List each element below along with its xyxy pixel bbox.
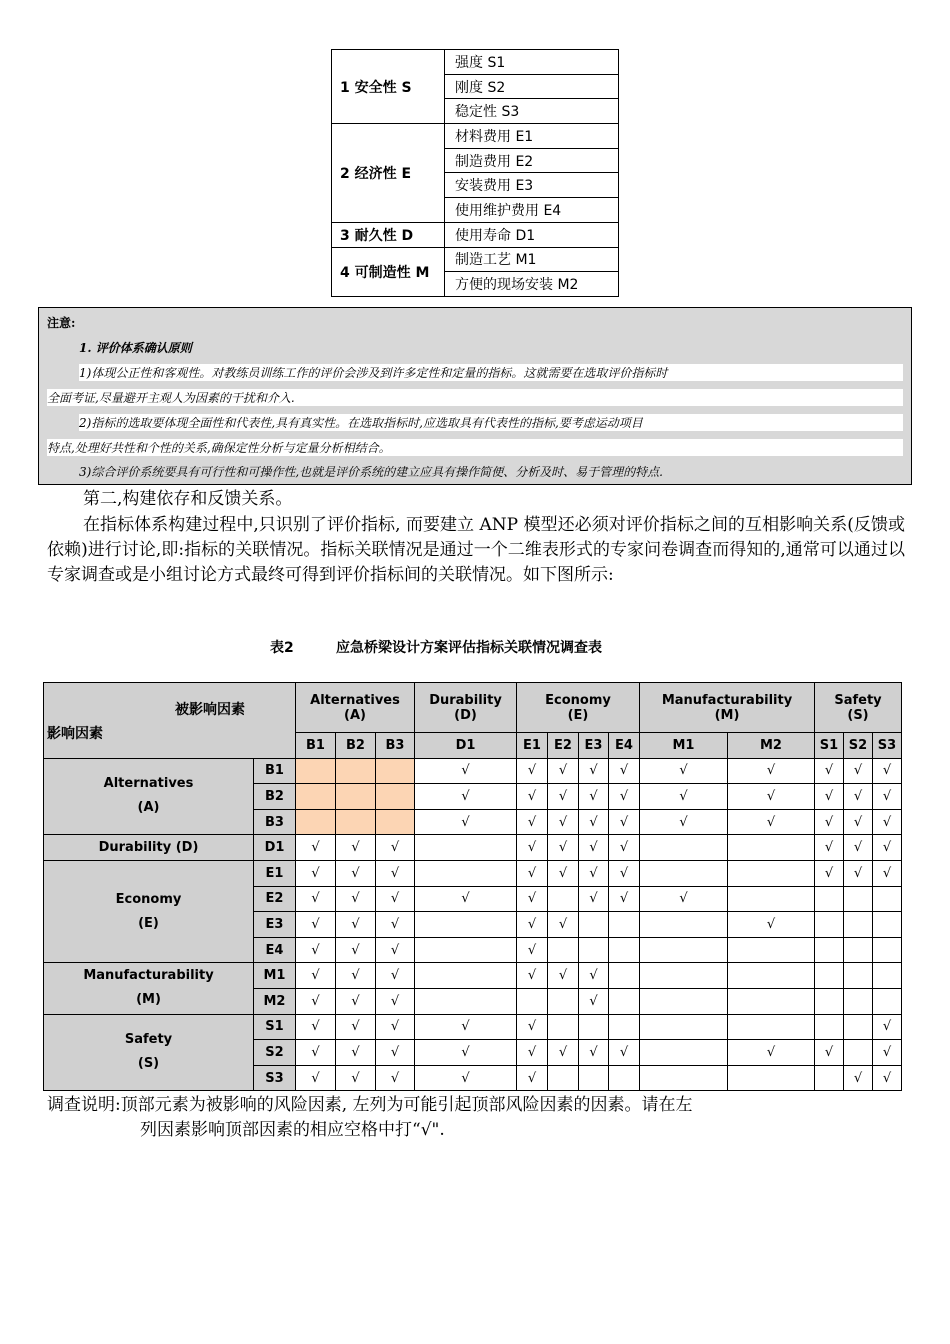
empty-cell [873, 988, 902, 1014]
empty-cell [815, 1065, 844, 1091]
check-cell: √ [517, 784, 548, 810]
empty-cell [640, 1040, 728, 1066]
row-header: S2 [254, 1040, 296, 1066]
check-cell: √ [728, 784, 815, 810]
empty-cell [415, 912, 517, 938]
check-cell: √ [609, 860, 640, 886]
self-cell [376, 784, 415, 810]
row-header: S1 [254, 1014, 296, 1040]
column-group-name: Alternatives [310, 692, 400, 708]
matrix-header-row [44, 683, 902, 733]
check-cell: √ [640, 886, 728, 912]
check-cell: √ [609, 809, 640, 835]
column-header: B1 [296, 733, 336, 759]
survey-note-line2: 列因素影响顶部因素的相应空格中打“√". [140, 1120, 445, 1140]
check-cell: √ [579, 963, 609, 989]
check-cell: √ [336, 1014, 376, 1040]
check-cell: √ [609, 784, 640, 810]
check-cell: √ [296, 886, 336, 912]
check-cell: √ [728, 758, 815, 784]
row-group-header [44, 1014, 254, 1091]
check-cell: √ [873, 1014, 902, 1040]
check-cell: √ [548, 912, 579, 938]
empty-cell [548, 1065, 579, 1091]
empty-cell [640, 988, 728, 1014]
criteria-category: 4 可制造性 M [332, 247, 445, 296]
check-cell: √ [548, 835, 579, 861]
column-group-code: (S) [847, 707, 869, 723]
row-header: M1 [254, 963, 296, 989]
column-group-name: Safety [834, 692, 882, 708]
check-cell: √ [517, 860, 548, 886]
column-group-name: Economy [545, 692, 611, 708]
matrix-row [44, 860, 902, 886]
table-number: 表2 [270, 640, 294, 656]
matrix-row [44, 835, 902, 861]
check-cell: √ [609, 758, 640, 784]
check-cell: √ [873, 809, 902, 835]
note-box [38, 307, 912, 485]
empty-cell [844, 1040, 873, 1066]
empty-cell [548, 988, 579, 1014]
check-cell: √ [376, 835, 415, 861]
check-cell: √ [376, 937, 415, 963]
check-cell: √ [579, 758, 609, 784]
self-cell [376, 758, 415, 784]
empty-cell [415, 988, 517, 1014]
self-cell [336, 809, 376, 835]
criteria-indicator: 制造费用 E2 [445, 148, 619, 173]
check-cell: √ [336, 1040, 376, 1066]
check-cell: √ [815, 860, 844, 886]
check-cell: √ [517, 963, 548, 989]
check-cell: √ [336, 886, 376, 912]
check-cell: √ [517, 835, 548, 861]
row-header: M2 [254, 988, 296, 1014]
column-header: M2 [728, 733, 815, 759]
row-header: D1 [254, 835, 296, 861]
empty-cell [640, 937, 728, 963]
check-cell: √ [415, 784, 517, 810]
row-header: B3 [254, 809, 296, 835]
check-cell: √ [376, 912, 415, 938]
column-group-header [640, 683, 815, 733]
column-header: E2 [548, 733, 579, 759]
survey-note-line1: 调查说明:顶部元素为被影响的风险因素, 左列为可能引起顶部风险因素的因素。请在左 [47, 1095, 693, 1115]
check-cell: √ [415, 1065, 517, 1091]
check-cell: √ [548, 784, 579, 810]
row-group-code: (M) [136, 992, 161, 1008]
empty-cell [844, 1014, 873, 1040]
empty-cell [728, 860, 815, 886]
empty-cell [609, 937, 640, 963]
self-cell [336, 758, 376, 784]
check-cell: √ [548, 963, 579, 989]
criteria-indicator: 安装费用 E3 [445, 173, 619, 198]
check-cell: √ [609, 886, 640, 912]
row-group-name: Durability (D) [98, 839, 199, 855]
column-group-name: Manufacturability [661, 692, 793, 708]
note-line: 特点,处理好共性和个性的关系,确保定性分析与定量分析相结合。 [47, 439, 903, 456]
check-cell: √ [296, 937, 336, 963]
check-cell: √ [336, 963, 376, 989]
column-group-code: (D) [454, 707, 477, 723]
empty-cell [517, 988, 548, 1014]
row-header: S3 [254, 1065, 296, 1091]
check-cell: √ [579, 784, 609, 810]
empty-cell [640, 835, 728, 861]
empty-cell [815, 988, 844, 1014]
column-group-header [815, 683, 902, 733]
column-header: M1 [640, 733, 728, 759]
note-label: 注意: [47, 316, 76, 330]
criteria-row [332, 50, 619, 75]
column-header: E3 [579, 733, 609, 759]
check-cell: √ [415, 1014, 517, 1040]
criteria-row [332, 247, 619, 272]
column-header: B2 [336, 733, 376, 759]
check-cell: √ [296, 963, 336, 989]
empty-cell [548, 886, 579, 912]
check-cell: √ [873, 1040, 902, 1066]
matrix-row [44, 1014, 902, 1040]
check-cell: √ [640, 809, 728, 835]
criteria-row [332, 124, 619, 149]
check-cell: √ [844, 860, 873, 886]
check-cell: √ [517, 886, 548, 912]
matrix-row [44, 758, 902, 784]
empty-cell [844, 886, 873, 912]
check-cell: √ [815, 758, 844, 784]
criteria-indicator: 稳定性 S3 [445, 99, 619, 124]
row-header: E4 [254, 937, 296, 963]
empty-cell [873, 963, 902, 989]
check-cell: √ [517, 1065, 548, 1091]
row-group-code: (E) [138, 915, 159, 931]
check-cell: √ [873, 758, 902, 784]
column-group-code: (A) [344, 707, 366, 723]
matrix-row [44, 963, 902, 989]
column-group-name: Durability [429, 692, 502, 708]
row-group-code: (A) [137, 800, 160, 816]
empty-cell [415, 835, 517, 861]
check-cell: √ [815, 835, 844, 861]
check-cell: √ [376, 886, 415, 912]
row-group-name: Safety [124, 1032, 173, 1048]
check-cell: √ [415, 809, 517, 835]
empty-cell [815, 1014, 844, 1040]
empty-cell [728, 886, 815, 912]
check-cell: √ [376, 1040, 415, 1066]
self-cell [376, 809, 415, 835]
row-header: B1 [254, 758, 296, 784]
check-cell: √ [296, 1014, 336, 1040]
criteria-indicator: 强度 S1 [445, 50, 619, 75]
note-line: 2)指标的选取要体现全面性和代表性,具有真实性。在选取指标时,应选取具有代表性的指标,要考虑运动项目 [79, 414, 903, 431]
row-group-header [44, 963, 254, 1014]
paragraph-1: 第二,构建依存和反馈关系。 [83, 489, 293, 509]
criteria-category: 1 安全性 S [332, 50, 445, 124]
check-cell: √ [873, 835, 902, 861]
check-cell: √ [548, 1040, 579, 1066]
check-cell: √ [609, 1040, 640, 1066]
empty-cell [579, 1065, 609, 1091]
column-header: B3 [376, 733, 415, 759]
check-cell: √ [517, 1014, 548, 1040]
criteria-indicator: 刚度 S2 [445, 74, 619, 99]
check-cell: √ [376, 963, 415, 989]
empty-cell [579, 1014, 609, 1040]
check-cell: √ [296, 912, 336, 938]
check-cell: √ [336, 937, 376, 963]
check-cell: √ [296, 835, 336, 861]
check-cell: √ [376, 1065, 415, 1091]
check-cell: √ [517, 1040, 548, 1066]
empty-cell [640, 1014, 728, 1040]
corner-affected-label: 被影响因素 [175, 702, 245, 718]
empty-cell [609, 963, 640, 989]
check-cell: √ [296, 1040, 336, 1066]
criteria-table [331, 49, 619, 297]
row-group-header [44, 758, 254, 835]
check-cell: √ [844, 809, 873, 835]
check-cell: √ [579, 1040, 609, 1066]
row-header: E2 [254, 886, 296, 912]
empty-cell [815, 963, 844, 989]
empty-cell [728, 988, 815, 1014]
survey-note [47, 1093, 693, 1143]
empty-cell [609, 912, 640, 938]
empty-cell [640, 1065, 728, 1091]
matrix-corner [44, 683, 296, 759]
row-group-name: Alternatives [103, 776, 194, 792]
check-cell: √ [548, 758, 579, 784]
empty-cell [579, 937, 609, 963]
note-line: 1)体现公正性和客观性。对教练员训练工作的评价会涉及到许多定性和定量的指标。这就需要在选取评价指标时 [79, 364, 903, 381]
criteria-indicator: 材料费用 E1 [445, 124, 619, 149]
empty-cell [415, 963, 517, 989]
empty-cell [815, 937, 844, 963]
self-cell [296, 809, 336, 835]
check-cell: √ [728, 912, 815, 938]
empty-cell [815, 912, 844, 938]
empty-cell [548, 937, 579, 963]
column-group-header [296, 683, 415, 733]
check-cell: √ [336, 860, 376, 886]
check-cell: √ [579, 988, 609, 1014]
check-cell: √ [336, 912, 376, 938]
check-cell: √ [415, 886, 517, 912]
empty-cell [728, 1065, 815, 1091]
criteria-category: 3 耐久性 D [332, 222, 445, 247]
relation-matrix-table [43, 682, 902, 1091]
check-cell: √ [296, 860, 336, 886]
row-header: E1 [254, 860, 296, 886]
check-cell: √ [640, 758, 728, 784]
self-cell [296, 758, 336, 784]
empty-cell [640, 912, 728, 938]
criteria-indicator: 方便的现场安装 M2 [445, 272, 619, 297]
check-cell: √ [376, 860, 415, 886]
empty-cell [728, 1014, 815, 1040]
empty-cell [844, 963, 873, 989]
corner-influence-label: 影响因素 [47, 726, 103, 742]
check-cell: √ [336, 1065, 376, 1091]
check-cell: √ [609, 835, 640, 861]
paragraph-2: 在指标体系构建过程中,只识别了评价指标, 而要建立 ANP 模型还必须对评价指标之间的互相影响关系(反馈或依赖)进行讨论,即:指标的关联情况。指标关联情况是通过一个二维表形式的专家问卷调查而得知的,通常可以通过以专家调查或是小组讨论方式最终可得到评价指标间的关联情况。如下图所示: [47, 515, 905, 585]
row-group-code: (S) [137, 1056, 160, 1072]
row-group-name: Economy [115, 891, 182, 907]
check-cell: √ [579, 835, 609, 861]
check-cell: √ [728, 1040, 815, 1066]
row-group-header [44, 860, 254, 962]
check-cell: √ [815, 809, 844, 835]
empty-cell [844, 937, 873, 963]
self-cell [296, 784, 336, 810]
check-cell: √ [873, 1065, 902, 1091]
check-cell: √ [517, 809, 548, 835]
empty-cell [844, 988, 873, 1014]
criteria-category: 2 经济性 E [332, 124, 445, 223]
empty-cell [609, 1065, 640, 1091]
empty-cell [815, 886, 844, 912]
check-cell: √ [844, 784, 873, 810]
check-cell: √ [517, 758, 548, 784]
empty-cell [873, 912, 902, 938]
note-line: 3)综合评价系统要具有可行性和可操作性,也就是评价系统的建立应具有操作简便、分析及时、易于管理的特点. [79, 465, 663, 479]
check-cell: √ [376, 988, 415, 1014]
empty-cell [873, 937, 902, 963]
check-cell: √ [844, 1065, 873, 1091]
check-cell: √ [815, 1040, 844, 1066]
empty-cell [844, 912, 873, 938]
check-cell: √ [844, 758, 873, 784]
note-line: 全面考证,尽量避开主观人为因素的干扰和介入. [47, 389, 903, 406]
column-group-code: (E) [567, 707, 589, 723]
empty-cell [640, 963, 728, 989]
column-header: E4 [609, 733, 640, 759]
column-header: E1 [517, 733, 548, 759]
column-header: S3 [873, 733, 902, 759]
criteria-row [332, 222, 619, 247]
check-cell: √ [517, 912, 548, 938]
empty-cell [579, 912, 609, 938]
check-cell: √ [844, 835, 873, 861]
check-cell: √ [579, 860, 609, 886]
column-group-header [517, 683, 640, 733]
empty-cell [415, 860, 517, 886]
check-cell: √ [640, 784, 728, 810]
column-header: S1 [815, 733, 844, 759]
column-header: D1 [415, 733, 517, 759]
empty-cell [640, 860, 728, 886]
check-cell: √ [336, 835, 376, 861]
empty-cell [609, 988, 640, 1014]
column-header: S2 [844, 733, 873, 759]
check-cell: √ [296, 1065, 336, 1091]
empty-cell [415, 937, 517, 963]
check-cell: √ [336, 988, 376, 1014]
row-header: B2 [254, 784, 296, 810]
empty-cell [609, 1014, 640, 1040]
check-cell: √ [376, 1014, 415, 1040]
empty-cell [728, 937, 815, 963]
column-group-code: (M) [714, 707, 740, 723]
self-cell [336, 784, 376, 810]
note-heading: 1. 评价体系确认原则 [79, 341, 192, 355]
empty-cell [873, 886, 902, 912]
criteria-indicator: 制造工艺 M1 [445, 247, 619, 272]
empty-cell [548, 1014, 579, 1040]
check-cell: √ [548, 860, 579, 886]
check-cell: √ [296, 988, 336, 1014]
table-title: 应急桥梁设计方案评估指标关联情况调查表 [336, 640, 602, 656]
check-cell: √ [873, 860, 902, 886]
check-cell: √ [415, 758, 517, 784]
check-cell: √ [728, 809, 815, 835]
check-cell: √ [579, 809, 609, 835]
check-cell: √ [815, 784, 844, 810]
row-group-name: Manufacturability [83, 968, 214, 984]
empty-cell [728, 835, 815, 861]
row-group-header [44, 835, 254, 861]
check-cell: √ [517, 937, 548, 963]
criteria-indicator: 使用寿命 D1 [445, 222, 619, 247]
check-cell: √ [873, 784, 902, 810]
check-cell: √ [548, 809, 579, 835]
criteria-indicator: 使用维护费用 E4 [445, 198, 619, 223]
empty-cell [728, 963, 815, 989]
check-cell: √ [415, 1040, 517, 1066]
check-cell: √ [579, 886, 609, 912]
column-group-header [415, 683, 517, 733]
row-header: E3 [254, 912, 296, 938]
